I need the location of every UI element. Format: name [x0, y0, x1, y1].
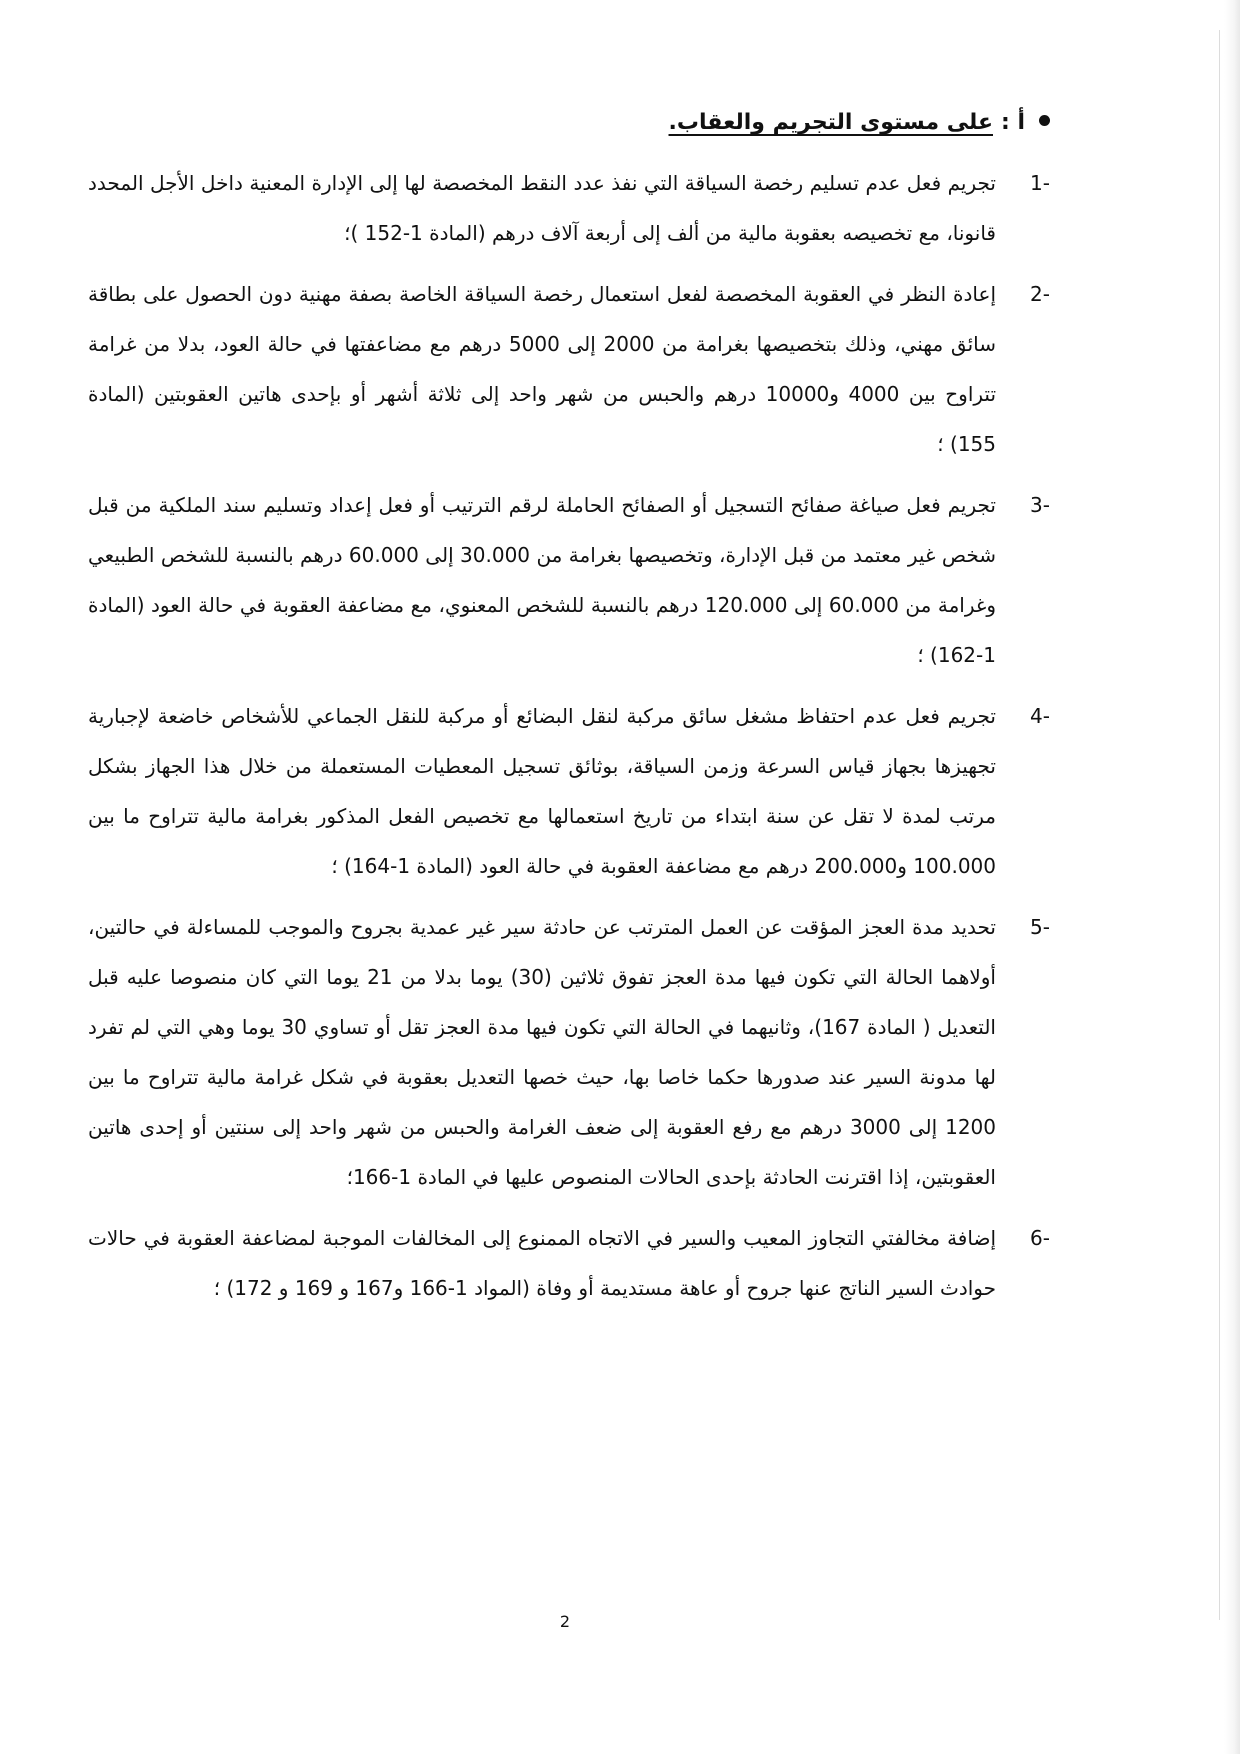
- heading-title: على مستوى التجريم والعقاب.: [668, 110, 993, 135]
- item-text: إضافة مخالفتي التجاوز المعيب والسير في الاتجاه الممنوع إلى المخالفات الموجبة لمضاعفة العقوبة في حالات حوادث السير الناتج عنها جروح أو عاهة مستديمة أو وفاة (المواد 1-166 و167 و 169 و 172) ؛: [88, 1226, 996, 1300]
- bullet-icon: [1039, 115, 1050, 126]
- heading-label: أ :: [1001, 110, 1025, 135]
- list-item: [88, 269, 1050, 469]
- item-text: تحديد مدة العجز المؤقت عن العمل المترتب عن حادثة سير غير عمدية بجروح والموجب للمساءلة في حالتين، أولاهما الحالة التي تكون فيها مدة العجز تفوق ثلاثين (30) يوما بدلا من 21 يوما التي كان منصوصا عليه قبل التعديل ( المادة 167)، وثانيهما في الحالة التي تكون فيها مدة العجز تقل أو تساوي 30 يوما وهي التي لم تفرد لها مدونة السير عند صدورها حكما خاصا بها، حيث خصها التعديل بعقوبة في شكل غرامة مالية تتراوح ما بين 1200 إلى 3000 درهم مع رفع العقوبة إلى ضعف الغرامة والحبس من شهر واحد إلى سنتين أو إحدى هاتين العقوبتين، إذا اقترنت الحادثة بإحدى الحالات المنصوص عليها في المادة 1-166؛: [88, 915, 996, 1189]
- document-page: [88, 110, 1050, 1324]
- item-number: 5-: [1030, 915, 1050, 939]
- scan-edge: [1224, 0, 1240, 1754]
- list-item: [88, 1213, 1050, 1313]
- list-item: [88, 691, 1050, 891]
- page-number: 2: [559, 1612, 571, 1631]
- item-number: 6-: [1030, 1226, 1050, 1250]
- item-number: 3-: [1030, 493, 1050, 517]
- item-text: تجريم فعل صياغة صفائح التسجيل أو الصفائح الحاملة لرقم الترتيب أو فعل إعداد وتسليم سند الملكية من قبل شخص غير معتمد من قبل الإدارة، وتخصيصها بغرامة من 30.000 إلى 60.000 درهم بالنسبة للشخص الطبيعي وغرامة من 60.000 إلى 120.000 درهم بالنسبة للشخص المعنوي، مع مضاعفة العقوبة في حالة العود (المادة 1-162) ؛: [88, 493, 996, 667]
- item-text: إعادة النظر في العقوبة المخصصة لفعل استعمال رخصة السياقة الخاصة بصفة مهنية دون الحصول على بطاقة سائق مهني، وذلك بتخصيصها بغرامة من 2000 إلى 5000 درهم مع مضاعفتها في حالة العود، بدلا من غرامة تتراوح بين 4000 و10000 درهم والحبس من شهر واحد إلى ثلاثة أشهر أو بإحدى هاتين العقوبتين (المادة 155) ؛: [88, 282, 997, 456]
- item-text: تجريم فعل عدم تسليم رخصة السياقة التي نفذ عدد النقط المخصصة لها إلى الإدارة المعنية داخل الأجل المحدد قانونا، مع تخصيصه بعقوبة مالية من ألف إلى أربعة آلاف درهم (المادة 1-152 )؛: [88, 171, 996, 245]
- items-list: [88, 158, 1050, 1313]
- scan-line: [1219, 30, 1220, 1620]
- list-item: [88, 902, 1050, 1202]
- list-item: [88, 158, 1050, 258]
- section-heading: [88, 110, 1050, 144]
- list-item: [88, 480, 1050, 680]
- item-number: 1-: [1030, 171, 1050, 195]
- item-text: تجريم فعل عدم احتفاظ مشغل سائق مركبة لنقل البضائع أو مركبة للنقل الجماعي للأشخاص خاضعة لإجبارية تجهيزها بجهاز قياس السرعة وزمن السياقة، بوثائق تسجيل المعطيات المستعملة من خلال هذا الجهاز بشكل مرتب لمدة لا تقل عن سنة ابتداء من تاريخ استعمالها مع تخصيص الفعل المذكور بغرامة مالية تتراوح ما بين 100.000 و200.000 درهم مع مضاعفة العقوبة في حالة العود (المادة 1-164) ؛: [88, 704, 996, 878]
- item-number: 2-: [1030, 282, 1050, 306]
- item-number: 4-: [1030, 704, 1050, 728]
